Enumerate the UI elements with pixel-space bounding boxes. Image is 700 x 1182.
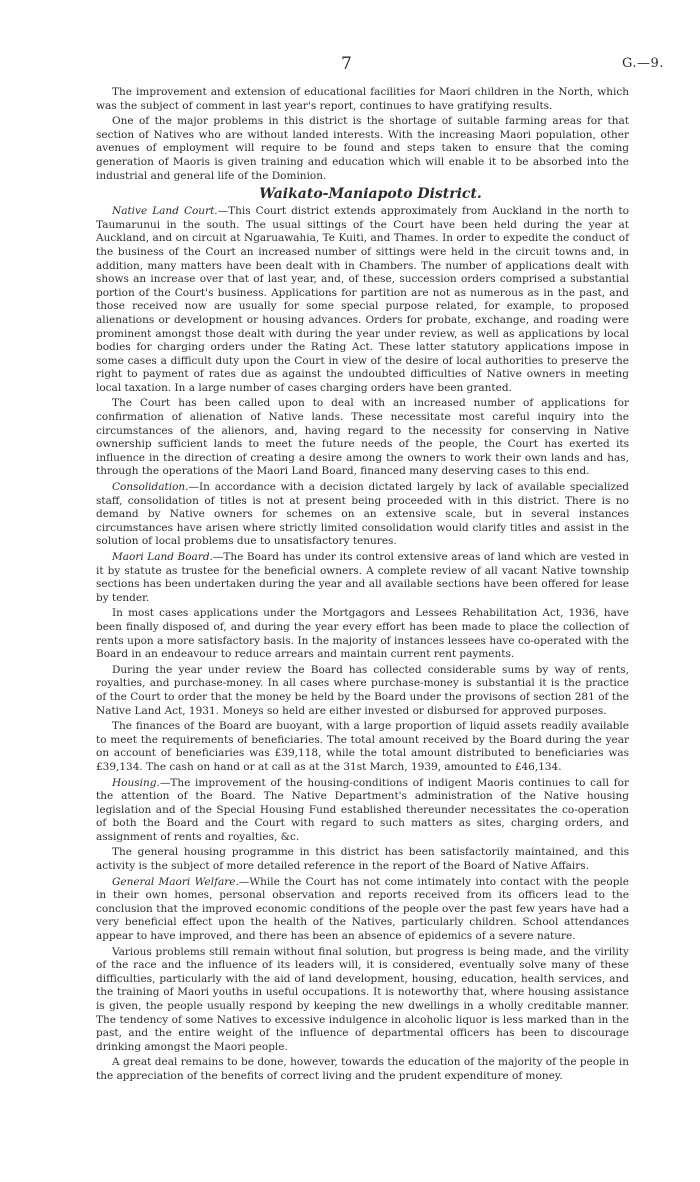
- body-paragraph: During the year under review the Board has collected considerable sums by way of rents, royalties, and purchase-money. In all cases where purchase-money is substantial it is the practice of the Court to order that the money be held by the Board under the provisons of section 281 of the Native Land Act, 1931. Moneys so held are either invested or disbursed for approved purposes.: [96, 663, 629, 717]
- paragraph-heading: General Maori Welfare.: [112, 875, 239, 888]
- body-paragraph: A great deal remains to be done, however, towards the education of the majority of the people in the appreciation of the benefits of correct living and the prudent expenditure of money.: [96, 1056, 629, 1082]
- intro-paragraph: The improvement and extension of educational facilities for Maori children in the North, which was the subject of comment in last year's report, continues to have gratifying results.: [96, 86, 629, 112]
- document-reference: G.—9.: [622, 56, 664, 71]
- page-header: [0, 54, 700, 74]
- intro-paragraph: One of the major problems in this district is the shortage of suitable farming areas for that section of Natives who are without landed interests. With the increasing Maori population, other avenues of employment will require to be found and steps taken to ensure that the coming generation of Maoris is given training and education which will enable it to be absorbed into the industrial and general life of the Dominion.: [96, 115, 629, 182]
- paragraph-heading: Maori Land Board.: [112, 551, 213, 563]
- paragraph-heading: Housing.: [112, 776, 160, 789]
- body-paragraph: In most cases applications under the Mortgagors and Lessees Rehabilitation Act, 1936, have been finally disposed of, and during the year every effort has been made to place the collection of rents upon a more satisfactory basis. In the majority of instances lessees have co-operated with the Board in an endeavour to reduce arrears and maintain current rent payments.: [96, 607, 629, 661]
- body-paragraph: [96, 876, 629, 944]
- body-paragraph: [96, 205, 629, 395]
- body-paragraph: [96, 481, 629, 549]
- body-paragraph: The general housing programme in this district has been satisfactorily maintained, and this activity is the subject of more detailed reference in the report of the Board of Native Affairs.: [96, 846, 629, 873]
- paragraph-heading: Native Land Court.: [112, 205, 218, 218]
- paragraph-text: —The Board has under its control extensive areas of land which are vested in it by statute as trustee for the beneficial owners. A complete review of all vacant Native township sections has been undertaken during the year and all available sections have been offered for lease by tender.: [96, 551, 629, 604]
- body-paragraph: [96, 777, 629, 845]
- page-number: 7: [341, 54, 352, 74]
- paragraph-text: —While the Court has not come intimately into contact with the people in their own homes, personal observation and reports received from its officers lead to the conclusion that the improved economic conditions of the people over the past few years have had a very beneficial effect upon the health of the Natives, particularly children. School attendances appear to have improved, and there has been an absence of epidemics of a severe nature.: [96, 875, 629, 943]
- body-paragraph: [96, 551, 629, 605]
- paragraph-text: —In accordance with a decision dictated largely by lack of available specialized staff, consolidation of titles is not at present being proceeded with in this district. There is no demand by Native owners for schemes on an extensive scale, but in several instances circumstances have arisen where strictly limited consolidation would clarify titles and assist in the solution of local problems due to unsatisfactory tenures.: [96, 481, 629, 548]
- paragraph-text: —The improvement of the housing-conditions of indigent Maoris continues to call for the attention of the Board. The Native Department's administration of the Native housing legislation and of the Special Housing Fund established thereunder necessitates the co-operation of both the Board and the Court with regard to such matters as sites, charging orders, and assignment of rents and royalties, &c.: [96, 776, 629, 843]
- paragraph-text: —This Court district extends approximately from Auckland in the north to Taumarunui in the south. The usual sittings of the Court have been held during the year at Auckland, and on circuit at Ngaruawahia, Te Kuiti, and Thames. In order to expedite the conduct of the business of the Court an increased number of sittings were held in the circuit towns and, in addition, many matters have been dealt with in Chambers. The number of applications dealt with shows an increase over that of last year, and, of these, succession orders comprised a substantial portion of the Court's business. Applications for partition are not as numerous as in the past, and those received now are usually for some special purpose related, for example, to proposed alienations or development or housing advances. Orders for probate, exchange, and roading were prominent amongst those dealt with during the year under review, as well as applications by local bodies for charging orders under the Rating Act. These latter statutory applications impose in some cases a difficult duty upon the Court in view of the desire of local authorities to preserve the right to payment of rates due as against the undoubted difficulties of Native owners in meeting local taxation. In a large number of cases charging orders have been granted.: [96, 205, 629, 394]
- body-paragraph: The Court has been called upon to deal with an increased number of applications for confirmation of alienation of Native lands. These necessitate most careful inquiry into the circumstances of the alienors, and, having regard to the necessity for conserving in Native ownership sufficient lands to meet the future needs of the people, the Court has exerted its influence in the direction of creating a desire among the owners to work their own lands and has, through the operations of the Maori Land Board, financed many deserving cases to this end.: [96, 397, 629, 478]
- body-paragraph: Various problems still remain without final solution, but progress is being made, and the virility of the race and the influence of its leaders will, it is considered, eventually solve many of these difficulties, particularly with the aid of land development, housing, education, health services, and the training of Maori youths in useful occupations. It is noteworthy that, where housing assistance is given, the people usually respond by keeping the new dwellings in a wholly creditable manner. The tendency of some Natives to excessive indulgence in alcoholic liquor is less marked than in the past, and the entire weight of the influence of departmental officers has been to discourage drinking amongst the Maori people.: [96, 945, 629, 1053]
- paragraph-heading: Consolidation.: [112, 481, 189, 494]
- body-paragraph: The finances of the Board are buoyant, with a large proportion of liquid assets readily available to meet the requirements of beneficiaries. The total amount received by the Board during the year on account of beneficiaries was £39,118, while the total amount distributed to beneficiaries was £39,134. The cash on hand or at call as at the 31st March, 1939, amounted to £46,134.: [96, 720, 629, 773]
- section-title: Waikato-Maniapoto District.: [259, 186, 482, 203]
- document-body: [96, 86, 629, 1086]
